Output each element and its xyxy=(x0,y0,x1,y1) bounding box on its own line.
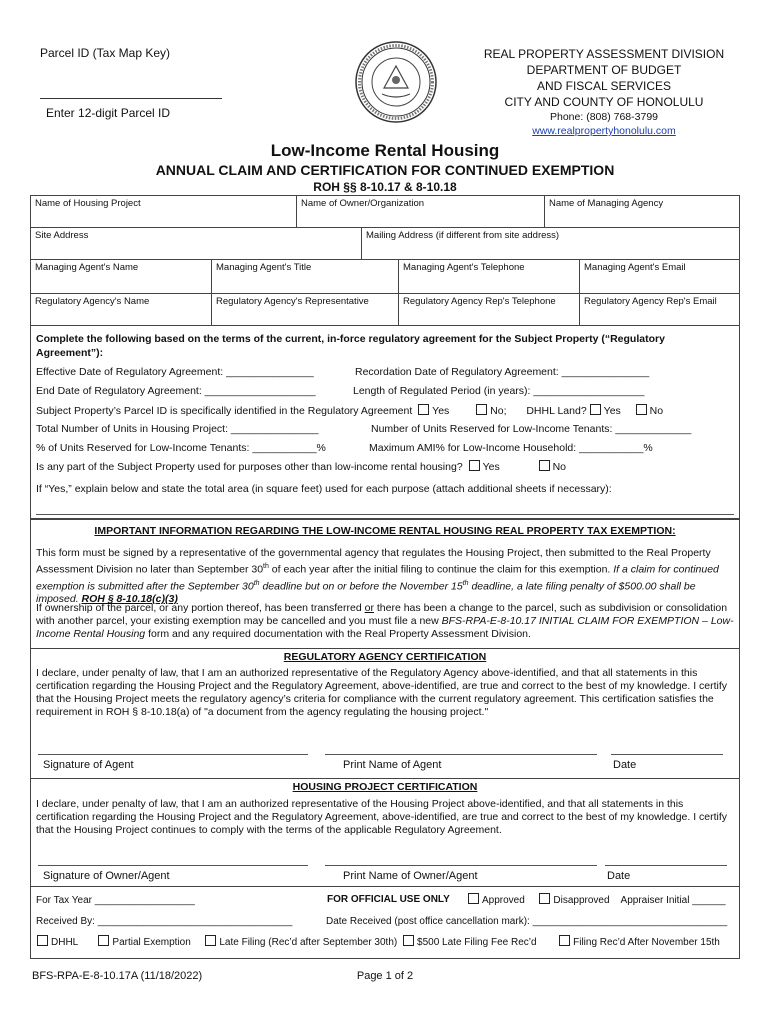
filing-after-nov-checkbox[interactable] xyxy=(559,935,570,946)
regulatory-agreement-section xyxy=(30,326,740,519)
regulatory-certification-text: I declare, under penalty of law, that I am an authorized representative of the Regulatory Agency above-identified, and that all statements in this certification regarding the Housing Project and the Regulatory Agreement, above-identified, are true and correct to the best of my knowledge. I certify that the Housing Project meets the regulatory agency’s criteria for compliance with the current regulatory agreement. This certification satisfies the requirement in ROH § 8-10.18(a) of "a document from the agency regulating the housing project." xyxy=(36,667,728,718)
parcel-id-field[interactable] xyxy=(40,98,222,99)
yes-label: Yes xyxy=(432,405,450,417)
owner-print-name-label: Print Name of Owner/Agent xyxy=(343,870,478,882)
important-info-paragraph-2: If ownership of the parcel, or any portion thereof, has been transferred or there has been a change to the parcel, such as subdivision or consolidation with another parcel, your existing exemption may be cancelled and you must file a new BFS-RPA-E-8-10.17 INITIAL CLAIM FOR EXEMPTION – Low-Income Rental Housing form and any required documentation with the Real Property Assessment Division. xyxy=(36,602,734,640)
late-filing-label: Late Filing (Rec’d after September 30th) xyxy=(219,937,398,948)
housing-certification-text: I declare, under penalty of law, that I am an authorized representative of the Housing Project above-identified, and that all statements in this certification regarding the Housing Project and the Regulatory Agreement, above-identified, are true and correct to the best of my knowledge. I certify that the Housing Project continues to comply with the terms of the applicable Regulatory Agreement. xyxy=(36,798,728,836)
agency-line-1: REAL PROPERTY ASSESSMENT DIVISION xyxy=(483,47,725,61)
dhhl-checkbox[interactable] xyxy=(37,935,48,946)
owner-signature-label: Signature of Owner/Agent xyxy=(43,870,170,882)
agent-phone-field[interactable]: Managing Agent's Telephone xyxy=(398,260,529,293)
no-label: No xyxy=(552,461,567,473)
approved-label: Approved xyxy=(482,895,525,906)
partial-exemption-checkbox[interactable] xyxy=(98,935,109,946)
housing-certification-section xyxy=(30,779,740,887)
page-number: Page 1 of 2 xyxy=(356,970,414,982)
dhhl-land-label: DHHL Land? xyxy=(526,405,587,417)
reg-rep-email-field[interactable]: Regulatory Agency Rep's Email xyxy=(579,294,721,326)
important-info-section xyxy=(30,519,740,649)
recordation-date-field[interactable]: Recordation Date of Regulatory Agreement: _______________ xyxy=(355,366,650,378)
agent-print-name-label: Print Name of Agent xyxy=(343,759,442,771)
agent-signature-label: Signature of Agent xyxy=(43,759,134,771)
form-title: Low-Income Rental Housing xyxy=(270,141,500,160)
explain-line[interactable] xyxy=(36,514,734,515)
agency-phone: Phone: (808) 768-3799 xyxy=(550,111,658,123)
late-fee-label: $500 Late Filing Fee Rec’d xyxy=(417,937,537,948)
processing-flags xyxy=(34,935,720,948)
total-units-field[interactable]: Total Number of Units in Housing Project: _______________ xyxy=(36,423,319,435)
parcel-id-block xyxy=(40,46,171,120)
pct-units-field[interactable]: % of Units Reserved for Low-Income Tenants: ___________% xyxy=(36,442,326,454)
parcel-identified-no-checkbox[interactable] xyxy=(476,404,487,415)
other-use-no-checkbox[interactable] xyxy=(539,460,550,471)
owner-org-field[interactable]: Name of Owner/Organization xyxy=(296,196,428,227)
important-info-paragraph-1: This form must be signed by a representative of the governmental agency that regulates the Housing Project, then submitted to the Real Property Assessment Division no later than September 30th of each year after the initial filing to continue the claim for this exemption. If a claim for continued exemption is submitted after the September 30th deadline but on or before the November 15th deadline, a late filing penalty of $500.00 shall be imposed. ROH § 8-10.18(c)(3) xyxy=(36,547,719,605)
important-info-heading: IMPORTANT INFORMATION REGARDING THE LOW-INCOME RENTAL HOUSING REAL PROPERTY TAX EXEMPTION: xyxy=(94,525,676,537)
no-label: No xyxy=(649,405,664,417)
partial-exemption-label: Partial Exemption xyxy=(112,937,191,948)
explain-instruction: If “Yes,” explain below and state the total area (in square feet) used for each purpose (attach additional sheets if necessary): xyxy=(36,483,612,495)
agency-line-3: AND FISCAL SERVICES xyxy=(536,79,672,93)
parcel-id-hint: Enter 12-digit Parcel ID xyxy=(46,106,171,120)
late-fee-checkbox[interactable] xyxy=(403,935,414,946)
agent-print-name-line[interactable] xyxy=(325,754,597,755)
housing-certification-heading: HOUSING PROJECT CERTIFICATION xyxy=(292,781,478,793)
managing-agency-field[interactable]: Name of Managing Agency xyxy=(544,196,667,227)
parcel-identified-question xyxy=(36,404,663,417)
reg-agency-rep-field[interactable]: Regulatory Agency's Representative xyxy=(211,294,373,326)
end-date-field[interactable]: End Date of Regulatory Agreement: ___________________ xyxy=(36,385,316,397)
owner-print-name-line[interactable] xyxy=(325,865,597,866)
reg-rep-phone-field[interactable]: Regulatory Agency Rep's Telephone xyxy=(398,294,560,326)
agency-website-link[interactable]: www.realpropertyhonolulu.com xyxy=(532,125,676,137)
dhhl-no-checkbox[interactable] xyxy=(636,404,647,415)
official-use-label: FOR OFFICIAL USE ONLY xyxy=(327,894,450,905)
date-received-field[interactable]: Date Received (post office cancellation mark): ___________________________________ xyxy=(326,916,728,927)
section1-intro: Complete the following based on the terms of the current, in-force regulatory agreement for the Subject Property (“Regulatory Agreement”): xyxy=(36,333,665,359)
units-reserved-field[interactable]: Number of Units Reserved for Low-Income Tenants: _____________ xyxy=(371,423,692,435)
project-info-grid xyxy=(30,195,740,326)
official-use-section xyxy=(30,887,740,959)
regulatory-certification-heading: REGULATORY AGENCY CERTIFICATION xyxy=(283,651,487,663)
mailing-address-field[interactable]: Mailing Address (if different from site address) xyxy=(361,228,563,259)
approval-options xyxy=(465,893,726,906)
dhhl-label: DHHL xyxy=(51,937,78,948)
appraiser-initial-field[interactable]: Appraiser Initial ______ xyxy=(620,895,726,906)
reg-agency-name-field[interactable]: Regulatory Agency's Name xyxy=(35,296,150,307)
other-use-question xyxy=(36,460,566,473)
other-use-label: Is any part of the Subject Property used for purposes other than low-income rental housing? xyxy=(36,461,463,473)
agency-line-2: DEPARTMENT OF BUDGET xyxy=(526,63,682,77)
disapproved-label: Disapproved xyxy=(553,895,610,906)
owner-signature-line[interactable] xyxy=(38,865,308,866)
effective-date-field[interactable]: Effective Date of Regulatory Agreement: _______________ xyxy=(36,366,314,378)
max-ami-field[interactable]: Maximum AMI% for Low-Income Household: ___________% xyxy=(369,442,653,454)
yes-label: Yes xyxy=(482,461,500,473)
yes-label: Yes xyxy=(603,405,621,417)
housing-project-field[interactable]: Name of Housing Project xyxy=(35,198,141,209)
city-seal-icon xyxy=(354,40,438,124)
form-number: BFS-RPA-E-8-10.17A (11/18/2022) xyxy=(32,970,203,982)
agent-date-label: Date xyxy=(613,759,637,771)
tax-year-field[interactable]: For Tax Year __________________ xyxy=(36,895,195,906)
agency-line-4: CITY AND COUNTY OF HONOLULU xyxy=(504,95,704,109)
agent-name-field[interactable]: Managing Agent's Name xyxy=(35,262,139,273)
parcel-identified-yes-checkbox[interactable] xyxy=(418,404,429,415)
regulatory-certification-section xyxy=(30,649,740,779)
agent-email-field[interactable]: Managing Agent's Email xyxy=(579,260,690,293)
disapproved-checkbox[interactable] xyxy=(539,893,550,904)
agent-signature-line[interactable] xyxy=(38,754,308,755)
site-address-field[interactable]: Site Address xyxy=(35,230,89,241)
dhhl-yes-checkbox[interactable] xyxy=(590,404,601,415)
received-by-field[interactable]: Received By: ___________________________________ xyxy=(36,916,293,927)
other-use-yes-checkbox[interactable] xyxy=(469,460,480,471)
agent-date-line[interactable] xyxy=(611,754,723,755)
late-filing-checkbox[interactable] xyxy=(205,935,216,946)
parcel-identified-label: Subject Property’s Parcel ID is specifically identified in the Regulatory Agreement xyxy=(36,405,413,417)
agent-title-field[interactable]: Managing Agent's Title xyxy=(211,260,315,293)
owner-date-line[interactable] xyxy=(605,865,727,866)
filing-after-nov-label: Filing Rec’d After November 15th xyxy=(573,937,720,948)
form-roh-ref: ROH §§ 8-10.17 & 8-10.18 xyxy=(313,180,457,194)
length-field[interactable]: Length of Regulated Period (in years): ___________________ xyxy=(353,385,645,397)
no-label: No; xyxy=(490,405,507,417)
owner-date-label: Date xyxy=(607,870,631,882)
agency-block xyxy=(470,46,738,138)
form-subtitle: ANNUAL CLAIM AND CERTIFICATION FOR CONTINUED EXEMPTION xyxy=(155,162,615,178)
approved-checkbox[interactable] xyxy=(468,893,479,904)
parcel-id-label: Parcel ID (Tax Map Key) xyxy=(40,46,171,60)
